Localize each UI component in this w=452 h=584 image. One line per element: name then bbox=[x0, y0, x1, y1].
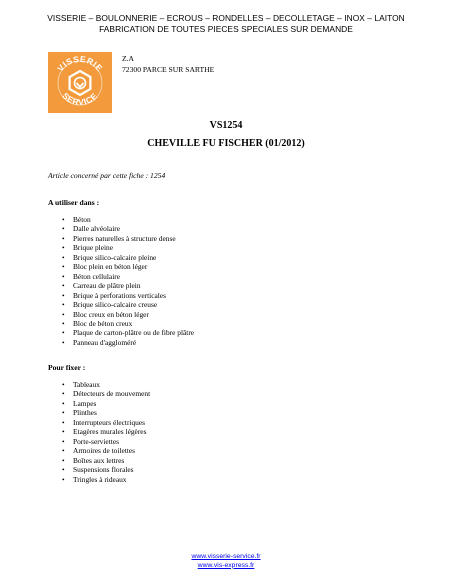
company-address bbox=[122, 54, 214, 75]
section-heading-fixing: Pour fixer : bbox=[48, 363, 86, 372]
document-title: CHEVILLE FU FISCHER (01/2012) bbox=[147, 138, 305, 149]
list-item: • Pierres naturelles à structure dense bbox=[62, 234, 194, 243]
page-footer bbox=[0, 553, 452, 570]
page-header bbox=[0, 13, 452, 35]
list-item: • Bloc plein en béton léger bbox=[62, 262, 194, 271]
list-item: • Etagères murales légères bbox=[62, 427, 150, 436]
logo-text-top: VISSERIE bbox=[55, 53, 105, 74]
list-item: • Plaque de carton-plâtre ou de fibre plâtre bbox=[62, 328, 194, 337]
list-item: • Brique pleine bbox=[62, 243, 194, 252]
footer-link-vis-express[interactable]: www.vis-express.fr bbox=[197, 561, 255, 569]
list-item: • Suspensions florales bbox=[62, 465, 150, 474]
reference-code: VS1254 bbox=[209, 120, 243, 131]
logo-text-bottom: SERVICE bbox=[60, 90, 100, 108]
address-line-2: 72300 PARCE SUR SARTHE bbox=[122, 64, 215, 74]
list-item: • Béton bbox=[62, 215, 194, 224]
article-reference-line: Article concerné par cette fiche : 1254 bbox=[48, 171, 166, 180]
logo-emblem bbox=[48, 52, 112, 113]
usage-list bbox=[62, 215, 194, 347]
list-item: • Dalle alvéolaire bbox=[62, 224, 194, 233]
header-line-2: FABRICATION DE TOUTES PIECES SPECIALES SUR DEMANDE bbox=[99, 24, 353, 34]
list-item: • Interrupteurs électriques bbox=[62, 418, 150, 427]
list-item: • Plinthes bbox=[62, 408, 150, 417]
address-line-1: Z.A bbox=[122, 54, 135, 63]
list-item: • Panneau d'aggloméré bbox=[62, 338, 194, 347]
svg-text:SERVICE bbox=[60, 91, 99, 108]
section-heading-usage: A utiliser dans : bbox=[48, 198, 100, 207]
list-item: • Béton cellulaire bbox=[62, 272, 194, 281]
list-item: • Détecteurs de mouvement bbox=[62, 389, 150, 398]
list-item: • Porte-serviettes bbox=[62, 437, 150, 446]
fixing-list bbox=[62, 380, 150, 484]
list-item: • Armoires de toilettes bbox=[62, 446, 150, 455]
list-item: • Tableaux bbox=[62, 380, 150, 389]
footer-link-visserie-service[interactable]: www.visserie-service.fr bbox=[191, 553, 261, 560]
list-item: • Carreau de plâtre plein bbox=[62, 281, 194, 290]
list-item: • Boîtes aux lettres bbox=[62, 456, 150, 465]
list-item: • Bloc creux en béton léger bbox=[62, 310, 194, 319]
header-line-1: VISSERIE – BOULONNERIE – ECROUS – RONDELLES – DECOLLETAGE – INOX – LAITON bbox=[47, 13, 405, 23]
list-item: • Brique à perforations verticales bbox=[62, 291, 194, 300]
list-item: • Tringles à rideaux bbox=[62, 475, 150, 484]
list-item: • Lampes bbox=[62, 399, 150, 408]
list-item: • Brique silico-calcaire creuse bbox=[62, 300, 194, 309]
list-item: • Bloc de béton creux bbox=[62, 319, 194, 328]
company-logo bbox=[48, 52, 112, 113]
list-item: • Brique silico-calcaire pleine bbox=[62, 253, 194, 262]
